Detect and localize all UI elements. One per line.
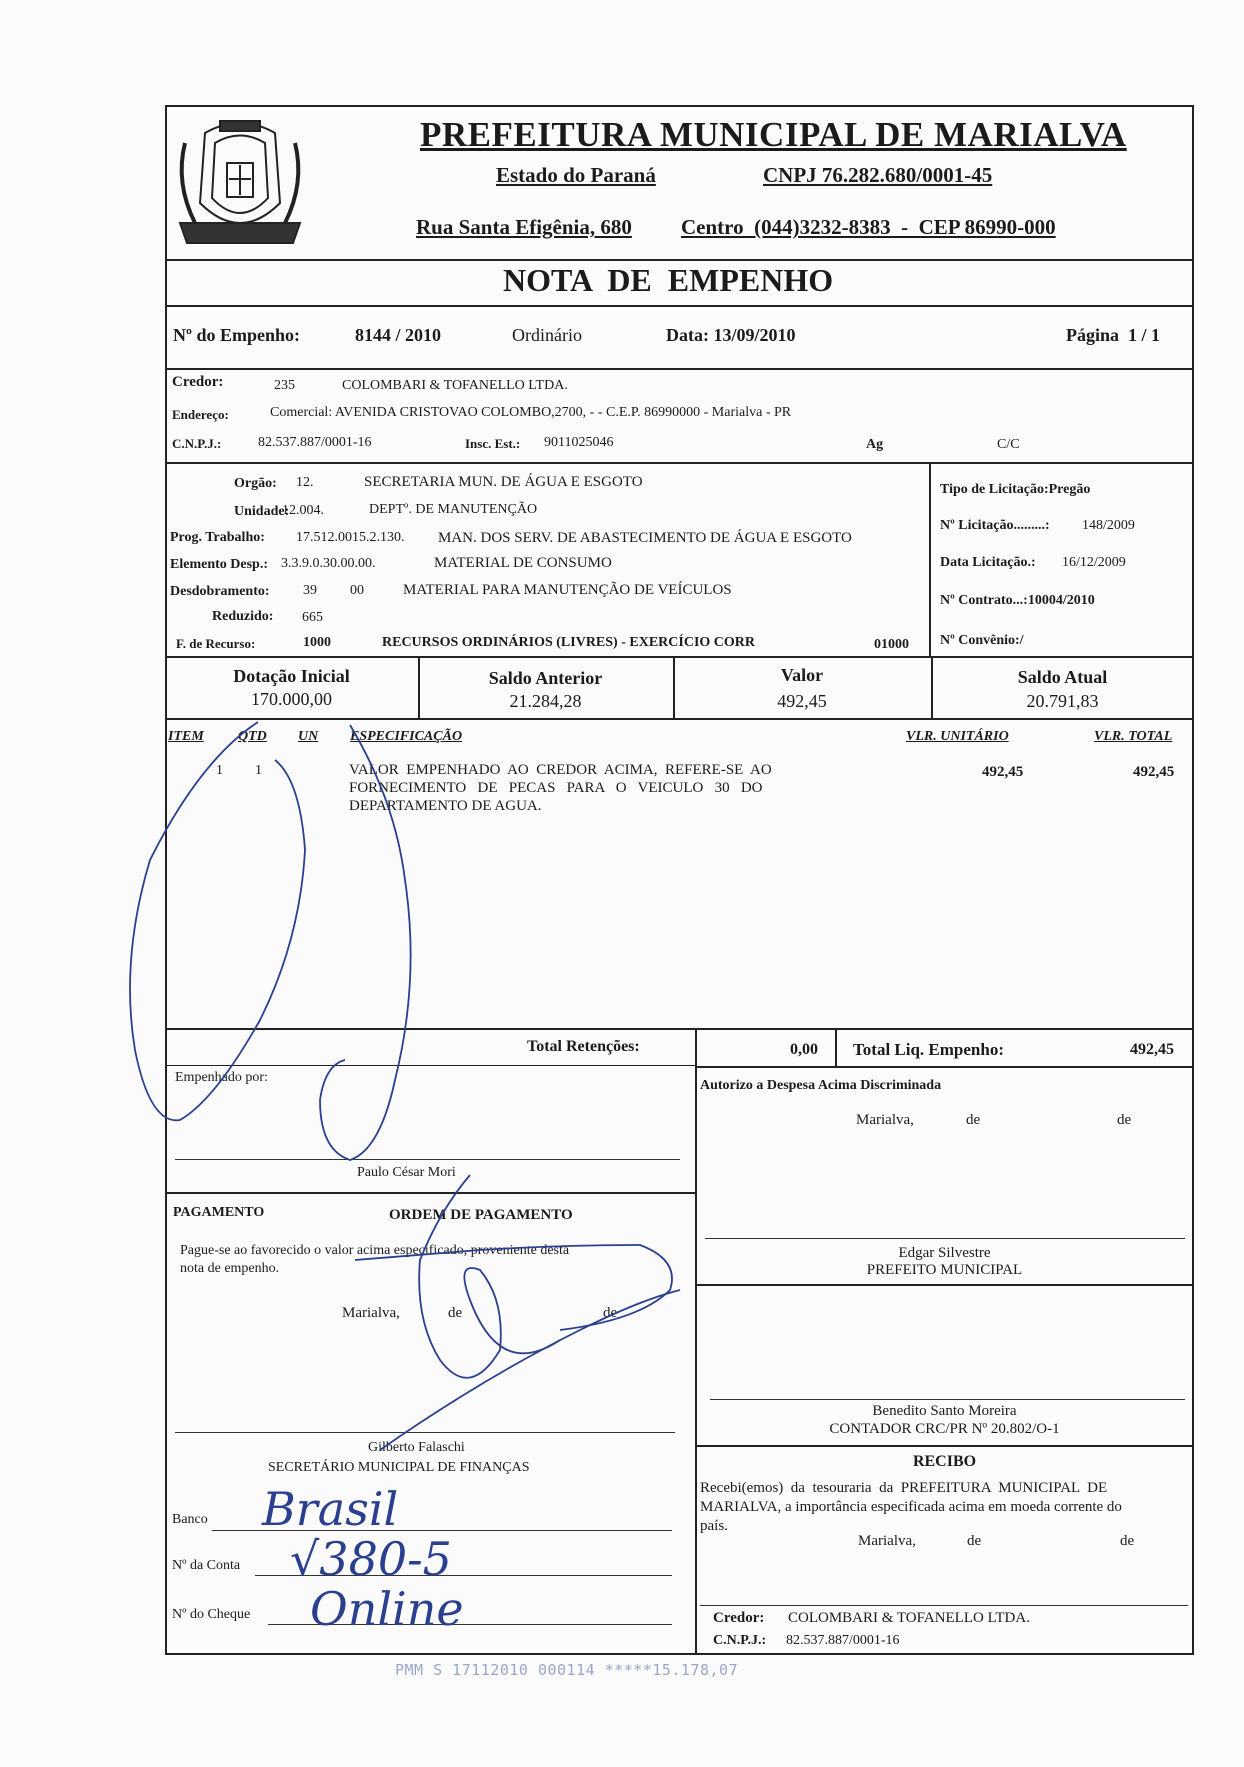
item-qtd: 1 xyxy=(255,763,262,778)
reduzido-label: Reduzido: xyxy=(212,609,274,624)
dotacao-value: 170.000,00 xyxy=(251,689,332,709)
recibo-de1: de xyxy=(967,1533,982,1549)
rule-saldos xyxy=(165,718,1194,720)
rule-itens xyxy=(165,1028,1194,1030)
item-espec-line3: DEPARTAMENTO DE AGUA. xyxy=(349,798,542,814)
credor-cc: C/C xyxy=(997,437,1020,452)
credor-insc: 9011025046 xyxy=(544,435,614,450)
vrule-bottom-split xyxy=(695,1028,697,1655)
retencoes-label: Total Retenções: xyxy=(527,1038,640,1055)
empenhado-signature-line xyxy=(175,1159,680,1160)
recibo-credor: COLOMBARI & TOFANELLO LTDA. xyxy=(788,1610,1030,1626)
recibo-signature-line xyxy=(700,1605,1188,1606)
recibo-cnpj: 82.537.887/0001-16 xyxy=(786,1633,900,1648)
empenho-numero-label: Nº do Empenho: xyxy=(173,325,300,345)
credor-cnpj: 82.537.887/0001-16 xyxy=(258,435,372,450)
item-number: 1 xyxy=(216,763,223,778)
saldo-atual-label: Saldo Atual xyxy=(1017,667,1108,687)
recurso-desc: RECURSOS ORDINÁRIOS (LIVRES) - EXERCÍCIO CORR xyxy=(382,635,755,650)
item-vlr-unitario: 492,45 xyxy=(982,764,1024,780)
autorizo-de2: de xyxy=(1117,1112,1132,1128)
unidade-label: Unidade: xyxy=(234,504,290,519)
elemento: 3.3.9.0.30.00.00. xyxy=(281,556,376,571)
elemento-desc: MATERIAL DE CONSUMO xyxy=(434,555,612,571)
rule-header xyxy=(165,259,1194,261)
licitacao-numero: 148/2009 xyxy=(1082,518,1135,533)
pagamento-nome: Gilberto Falaschi xyxy=(368,1440,465,1455)
credor-cnpj-label: C.N.P.J.: xyxy=(172,436,222,451)
recibo-cnpj-label: C.N.P.J.: xyxy=(713,1633,767,1648)
valor-value: 492,45 xyxy=(777,691,827,711)
saldo-atual-value: 20.791,83 xyxy=(1026,691,1099,711)
header-estado: Estado do Paraná xyxy=(496,163,656,187)
col-un: UN xyxy=(298,729,319,744)
page-title: PREFEITURA MUNICIPAL DE MARIALVA xyxy=(420,115,1127,154)
licitacao-data-label: Data Licitação.: xyxy=(940,555,1036,570)
ordem-pagamento-label: ORDEM DE PAGAMENTO xyxy=(389,1207,573,1223)
liquido-value: 492,45 xyxy=(1130,1041,1174,1058)
saldo-anterior-label: Saldo Anterior xyxy=(488,668,603,688)
licitacao-contrato: Nº Contrato...:10004/2010 xyxy=(940,593,1095,608)
saldo-anterior-value: 21.284,28 xyxy=(509,691,582,711)
orgao-desc: SECRETARIA MUN. DE ÁGUA E ESGOTO xyxy=(364,474,643,490)
vrule-licitacao xyxy=(929,462,931,656)
autorizo-label: Autorizo a Despesa Acima Discriminada xyxy=(700,1078,942,1093)
rule-totais-left xyxy=(165,1065,695,1066)
autorizo-nome: Edgar Silvestre xyxy=(898,1245,991,1261)
recibo-local: Marialva, xyxy=(858,1533,916,1549)
contador-signature-line xyxy=(710,1399,1185,1400)
recurso-label: F. de Recurso: xyxy=(176,636,256,651)
licitacao-tipo: Tipo de Licitação:Pregão xyxy=(940,482,1091,497)
credor-insc-label: Insc. Est.: xyxy=(465,436,521,451)
rule-autorizo xyxy=(695,1284,1194,1286)
col-especificacao: ESPECIFICAÇÃO xyxy=(350,729,463,744)
bank-stamp: PMM S 17112010 000114 *****15.178,07 xyxy=(395,1661,739,1679)
empenho-pagina: Página 1 / 1 xyxy=(1066,325,1161,345)
item-espec-line1: VALOR EMPENHADO AO CREDOR ACIMA, REFERE-SE AO xyxy=(349,762,772,778)
recibo-texto-line2: MARIALVA, a importância especificada acima em moeda corrente do xyxy=(700,1499,1122,1515)
item-vlr-total: 492,45 xyxy=(1133,764,1175,780)
unidade: 12.004. xyxy=(282,503,324,518)
licitacao-data: 16/12/2009 xyxy=(1062,555,1126,570)
rule-credor xyxy=(165,462,1194,464)
autorizo-de1: de xyxy=(966,1112,981,1128)
doc-title: NOTA DE EMPENHO xyxy=(503,262,834,298)
desdobramento-a: 39 xyxy=(303,583,317,598)
empenho-tipo: Ordinário xyxy=(512,325,582,345)
prog-desc: MAN. DOS SERV. DE ABASTECIMENTO DE ÁGUA E ESGOTO xyxy=(438,530,852,546)
rule-totais-right xyxy=(695,1066,1194,1068)
rule-contador xyxy=(695,1445,1194,1447)
recibo-credor-label: Credor: xyxy=(713,1610,765,1626)
col-vlr-unitario: VLR. UNITÁRIO xyxy=(906,729,1009,744)
rule-orcamento xyxy=(165,656,1194,658)
col-vlr-total: VLR. TOTAL xyxy=(1094,729,1173,744)
unidade-desc: DEPTº. DE MANUTENÇÃO xyxy=(369,502,538,517)
licitacao-numero-label: Nº Licitação.........: xyxy=(940,518,1050,533)
banco-label: Banco xyxy=(172,1512,208,1527)
col-item: ITEM xyxy=(168,729,204,744)
credor-endereco: Comercial: AVENIDA CRISTOVAO COLOMBO,2700, - - C.E.P. 86990000 - Marialva - PR xyxy=(270,405,792,420)
reduzido: 665 xyxy=(302,610,323,625)
autorizo-local: Marialva, xyxy=(856,1112,914,1128)
empenho-data: Data: 13/09/2010 xyxy=(666,325,796,345)
prog-label: Prog. Trabalho: xyxy=(170,530,265,545)
recibo-texto-line3: país. xyxy=(700,1518,728,1534)
pagamento-texto-line1: Pague-se ao favorecido o valor acima especificado, proveniente desta xyxy=(180,1243,570,1258)
recurso-cod: 01000 xyxy=(874,637,909,652)
pagamento-de2: de xyxy=(603,1305,618,1321)
cheque-label: Nº do Cheque xyxy=(172,1607,251,1622)
elemento-label: Elemento Desp.: xyxy=(170,557,268,572)
recibo-title: RECIBO xyxy=(912,1453,977,1470)
conta-label: Nº da Conta xyxy=(172,1558,241,1573)
dotacao-label: Dotação Inicial xyxy=(233,666,350,686)
header-endereco: Rua Santa Efigênia, 680 xyxy=(416,215,632,239)
header-cnpj: CNPJ 76.282.680/0001-45 xyxy=(763,163,993,187)
credor-nome: COLOMBARI & TOFANELLO LTDA. xyxy=(342,378,568,393)
autorizo-cargo: PREFEITO MUNICIPAL xyxy=(866,1262,1023,1278)
contador-cargo: CONTADOR CRC/PR Nº 20.802/O-1 xyxy=(829,1421,1060,1437)
handwriting-banco: Brasil xyxy=(262,1482,399,1536)
valor-label: Valor xyxy=(780,665,824,685)
rule-title xyxy=(165,305,1194,307)
empenho-numero: 8144 / 2010 xyxy=(355,325,442,345)
empenhado-label: Empenhado por: xyxy=(175,1070,268,1085)
handwriting-cheque: Online xyxy=(310,1582,464,1636)
handwriting-conta: √380-5 xyxy=(290,1532,452,1586)
desdobramento-desc: MATERIAL PARA MANUTENÇÃO DE VEÍCULOS xyxy=(403,582,732,598)
orgao-label: Orgão: xyxy=(234,476,277,491)
header-contato: Centro (044)3232-8383 - CEP 86990-000 xyxy=(681,215,1056,239)
licitacao-convenio: Nº Convênio:/ xyxy=(940,633,1024,648)
pagamento-de1: de xyxy=(448,1305,463,1321)
item-espec-line2: FORNECIMENTO DE PECAS PARA O VEICULO 30 DO xyxy=(349,780,763,796)
rule-empenhado xyxy=(165,1192,695,1194)
pagamento-signature-line xyxy=(175,1432,675,1433)
prog: 17.512.0015.2.130. xyxy=(296,530,405,545)
coat-of-arms-logo xyxy=(165,113,315,258)
pagamento-texto-line2: nota de empenho. xyxy=(180,1261,280,1276)
pagamento-label: PAGAMENTO xyxy=(173,1205,265,1220)
credor-ag: Ag xyxy=(866,437,884,452)
pagamento-cargo: SECRETÁRIO MUNICIPAL DE FINANÇAS xyxy=(268,1460,530,1475)
recibo-de2: de xyxy=(1120,1533,1135,1549)
liquido-label: Total Liq. Empenho: xyxy=(853,1040,1004,1059)
desdobramento-label: Desdobramento: xyxy=(170,584,270,599)
recibo-texto-line1: Recebi(emos) da tesouraria da PREFEITURA MUNICIPAL DE xyxy=(700,1480,1108,1496)
vrule-totais xyxy=(835,1028,837,1066)
credor-codigo: 235 xyxy=(274,378,295,393)
rule-empenho xyxy=(165,368,1194,370)
recurso: 1000 xyxy=(303,635,331,650)
orgao: 12. xyxy=(296,475,314,490)
contador-nome: Benedito Santo Moreira xyxy=(872,1403,1017,1419)
pagamento-local: Marialva, xyxy=(342,1305,400,1321)
col-qtd: QTD xyxy=(238,729,267,744)
desdobramento-b: 00 xyxy=(350,583,364,598)
credor-endereco-label: Endereço: xyxy=(172,407,229,422)
empenhado-nome: Paulo César Mori xyxy=(357,1165,456,1180)
retencoes-value: 0,00 xyxy=(790,1041,818,1058)
autorizo-signature-line xyxy=(705,1238,1185,1239)
credor-label: Credor: xyxy=(172,374,224,390)
